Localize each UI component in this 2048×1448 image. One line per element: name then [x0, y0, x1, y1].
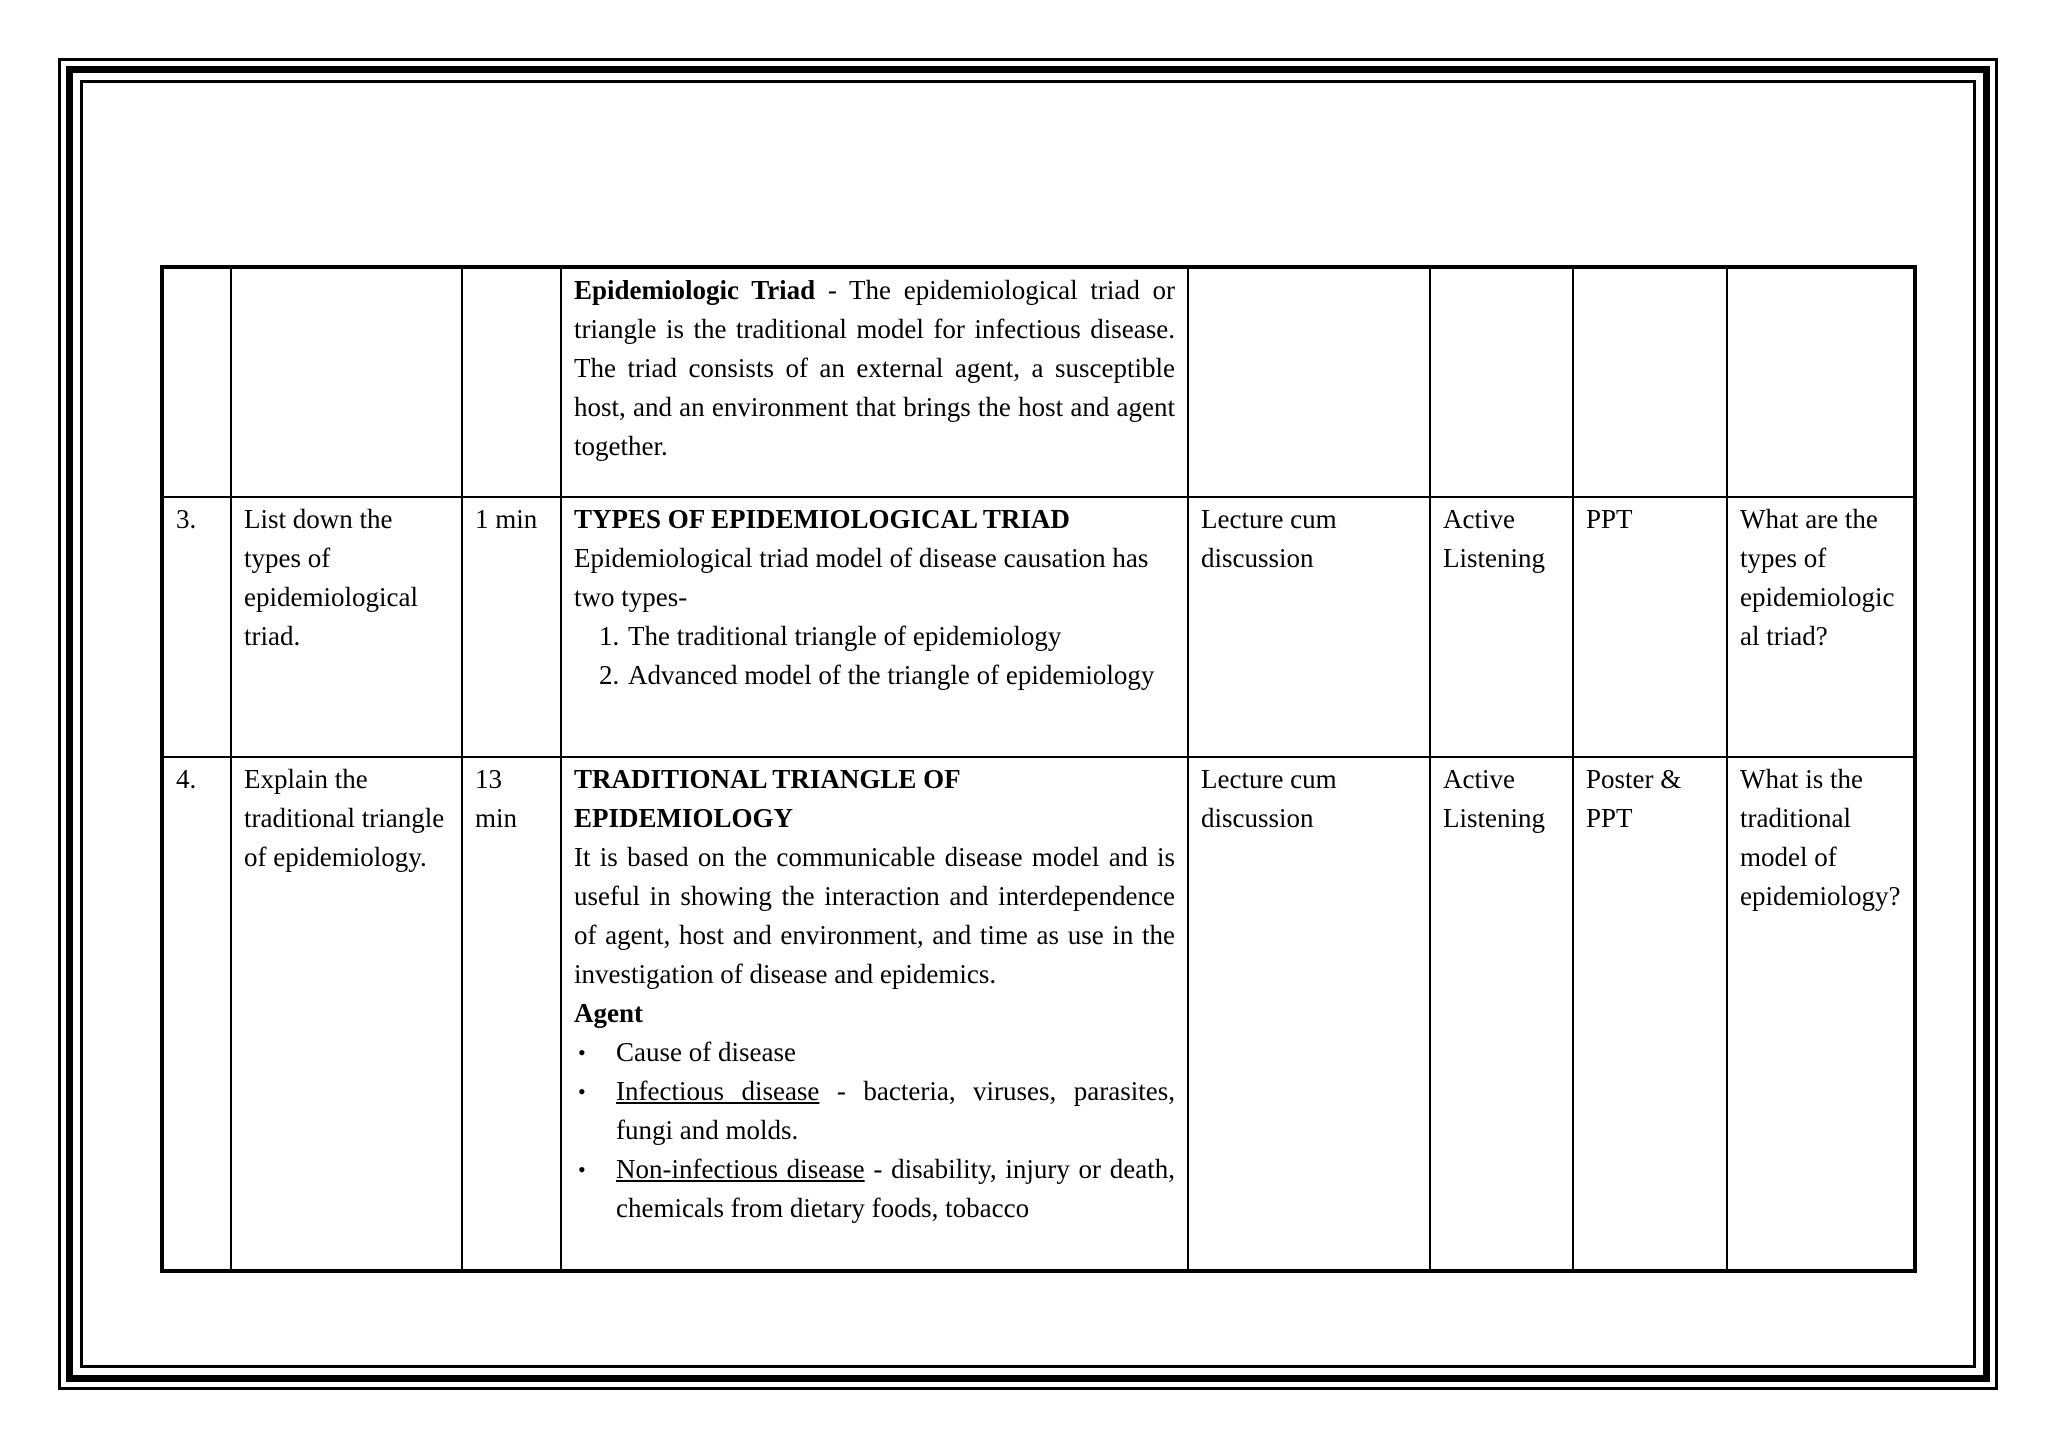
cell-objective: Explain the traditional triangle of epidemiology. [231, 757, 462, 1271]
cell-method: Lecture cum discussion [1188, 497, 1430, 757]
cell-number: 3. [162, 497, 231, 757]
list-item [578, 1150, 1175, 1228]
cell-time: 13 min [462, 757, 561, 1271]
cell-activity [1430, 267, 1573, 497]
list-item [578, 1072, 1175, 1150]
cell-method: Lecture cum discussion [1188, 757, 1430, 1271]
cell-content [561, 757, 1188, 1271]
cell-evaluation [1727, 267, 1915, 497]
cell-evaluation: What are the types of epidemiological triad? [1727, 497, 1915, 757]
cell-activity: Active Listening [1430, 497, 1573, 757]
cell-objective: List down the types of epidemiological triad. [231, 497, 462, 757]
bullet-icon: • [578, 1157, 586, 1182]
table-row [162, 757, 1915, 1271]
list-item [578, 1033, 1175, 1072]
cell-number [162, 267, 231, 497]
cell-objective [231, 267, 462, 497]
cell-time: 1 min [462, 497, 561, 757]
lesson-plan-table [160, 265, 1917, 1273]
list-item: 2. Advanced model of the triangle of epidemiology [626, 656, 1175, 695]
content-heading: Epidemiologic Triad [574, 275, 816, 305]
bullet-text: - bacteria, viruses, parasites, fungi and molds. [616, 1076, 1175, 1145]
list-item: 1. The traditional triangle of epidemiology [626, 617, 1175, 656]
cell-evaluation: What is the traditional model of epidemiology? [1727, 757, 1915, 1271]
bullet-lead: Infectious disease [616, 1076, 820, 1106]
cell-aid [1573, 267, 1727, 497]
cell-number: 4. [162, 757, 231, 1271]
cell-method [1188, 267, 1430, 497]
cell-aid: Poster & PPT [1573, 757, 1727, 1271]
bullet-lead: Non-infectious disease [616, 1154, 865, 1184]
cell-content [561, 267, 1188, 497]
cell-activity: Active Listening [1430, 757, 1573, 1271]
content-heading: TRADITIONAL TRIANGLE OF EPIDEMIOLOGY [574, 764, 960, 833]
content-text: - The epidemiological triad or triangle is the traditional model for infectious disease. The triad consists of an external agent, a susceptible host, and an environment that brings the host and agent together. [574, 275, 1175, 461]
bullet-text: Cause of disease [616, 1037, 796, 1067]
content-heading: TYPES OF EPIDEMIOLOGICAL TRIAD [574, 504, 1070, 534]
cell-aid: PPT [1573, 497, 1727, 757]
types-list [574, 617, 1175, 695]
bullet-text: - disability, injury or death, chemicals from dietary foods, tobacco [616, 1154, 1175, 1223]
agent-list [574, 1033, 1175, 1228]
bullet-icon: • [578, 1040, 586, 1065]
content-subheading: Agent [574, 998, 643, 1028]
content-intro: Epidemiological triad model of disease causation has two types- [574, 543, 1149, 612]
table-row [162, 497, 1915, 757]
bullet-icon: • [578, 1079, 586, 1104]
cell-content [561, 497, 1188, 757]
cell-time [462, 267, 561, 497]
content-intro: It is based on the communicable disease model and is useful in showing the interaction and interdependence of agent, host and environment, and time as use in the investigation of disease and epidemics. [574, 842, 1175, 989]
table-row [162, 267, 1915, 497]
